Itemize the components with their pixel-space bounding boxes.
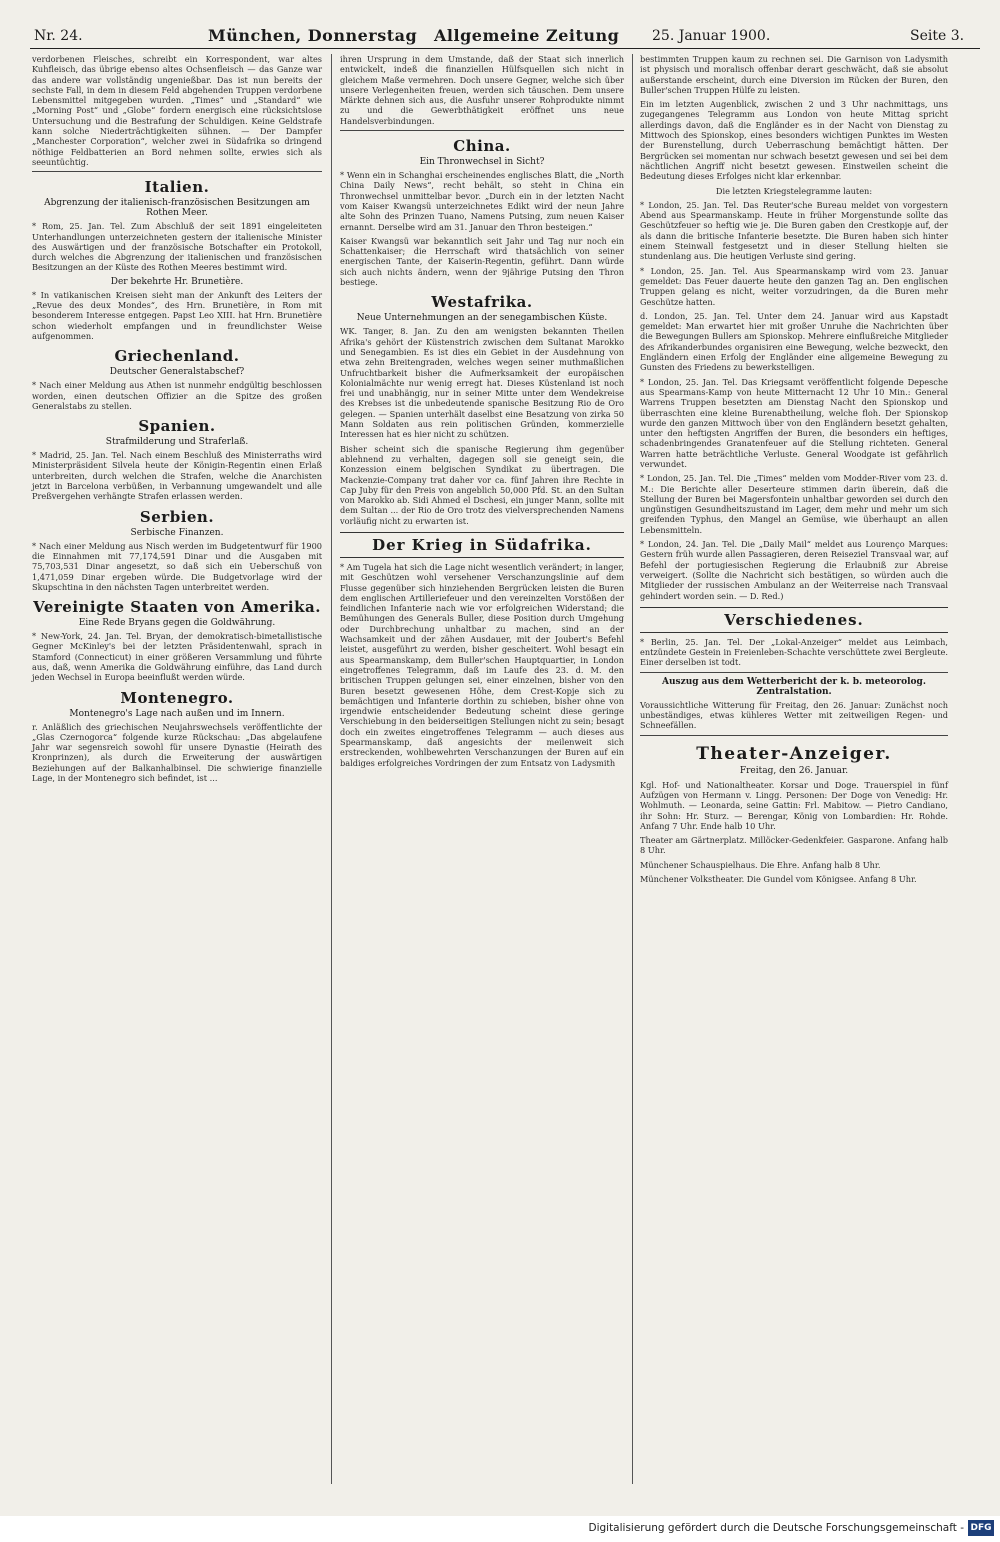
section-heading-griechenland: Griechenland. <box>114 347 240 366</box>
article-paragraph: * Am Tugela hat sich die Lage nicht wesentlich verändert; in langer, mit Geschützen wohl versehener Verschanzungslinie auf dem Flusse gegenüber sich hinziehenden Bergrücken leisten die Buren dem englischen Artilleriefeuer und den vereinzelten Vorstößen der feindlichen Infanterie nach wie vor erfolgreichen Widerstand; die Bemühungen des Generals Buller, diese Position durch Umgehung oder Durchbrechung unhaltbar zu machen, sind an der Wachsamkeit und der zähen Ausdauer, mit der Joubert's Befehl leistet, ausgeführt zu werden, bisher gescheitert. Wohl besagt ein aus Spearmanskamp, dem Buller'schen Hauptquartier, in London eingetroffenes Telegramm, daß im Laufe des 23. d. M. den britischen Truppen gelungen sei, einer einzelnen, bisher von den Buren besetzt gewesenen Höhe, dem Crest-Kopje sich zu bemächtigen und Infanterie dorthin zu schieben, bisher ohne von irgendwie entscheidender Bedeutung scheint diese geringe Verschiebung in den beiderseitigen Stellungen nicht zu sein; besagt doch ein zweites eingetroffenes Telegramm — auch dieses aus Spearmanskamp, daß angesichts der meilenweit sich erstreckenden, wohlbewehrten Verschanzungen der Buren auf ein baldiges erfolgreiches Vordringen der zum Entsatz von Ladysmith <box>340 561 624 768</box>
section-rule <box>32 171 322 172</box>
article-paragraph: * Wenn ein in Schanghai erscheinendes englisches Blatt, die „North China Daily News“, recht behält, so steht in China ein Thronwechsel unmittelbar bevor. „Durch ein in der letzten Nacht vom Kaiser Kwangsü unterzeichnetes Edikt wird der neun Jahre alte Sohn des Prinzen Tuano, Namens Putsing, zum neuen Kaiser ernannt. Derselbe wird am 31. Januar den Thron besteigen.“ <box>340 170 624 232</box>
article-paragraph: WK. Tanger, 8. Jan. Zu den am wenigsten bekannten Theilen Afrika's gehört der Küstenstrich zwischen dem Sultanat Marokko und Senegambien. Es ist dies ein Gebiet in der Ausdehnung von etwa zehn Breitengraden, welches wegen seiner muthmaßlichen Unfruchtbarkeit bisher die Aufmerksamkeit der europäischen Kolonialmächte nur wenig erregt hat. Dieses Küstenland ist noch frei und unabhängig, nur in seiner Mitte unter dem Wendekreise des Krebses ist die unbedeutende spanische Besitzung Rio de Oro gelegen. — Spanien unterhält daselbst eine Besatzung von zirka 50 Mann Soldaten aus rein politischen Gründen, kommerzielle Interessen hat es hier nicht zu schützen. <box>340 326 624 440</box>
column-1 <box>32 54 322 787</box>
issue-number: Nr. 24. <box>34 28 83 44</box>
theater-listing: Münchener Volkstheater. Die Gundel vom Königsee. Anfang 8 Uhr. <box>640 874 917 884</box>
section-heading-spanien: Spanien. <box>138 417 216 436</box>
article-paragraph: * Berlin, 25. Jan. Tel. Der „Lokal-Anzeiger“ meldet aus Leimbach, entzündete Gestein in Freienleben-Schachte verschüttete zwei Bergleute. Einer derselben ist todt. <box>640 636 948 668</box>
article-paragraph: * New-York, 24. Jan. Tel. Bryan, der demokratisch-bimetallistische Gegner McKinley's bei der letzten Präsidentenwahl, sprach in Stamford (Connecticut) in einer größeren Versammlung und führte aus, daß, wenn Amerika die Goldwährung einführe, das Land durch jeden Wechsel in Europa beeinflußt werden würde. <box>32 631 322 683</box>
article-subheading: Der bekehrte Hr. Brunetière. <box>110 276 244 287</box>
article-paragraph: bestimmten Truppen kaum zu rechnen sei. Die Garnison von Ladysmith ist physisch und moralisch offenbar derart geschwächt, daß sie absolut außerstande erscheint, durch eine Diversion im Rücken der Buren, den Buller'schen Truppen Hülfe zu leisten. <box>640 54 948 95</box>
section-heading-krieg: Der Krieg in Südafrika. <box>340 532 624 558</box>
telegram-paragraph: * London, 25. Jan. Tel. Das Kriegsamt veröffentlicht folgende Depesche aus Spearmans-Kamp von heute Mitternacht 12 Uhr 10 Min.: General Warrens Truppen besetzten am Dienstag Nacht den Spionskop und überraschten eine kleine Burenabtheilung, welche floh. Der Spionskop wurde den ganzen Mittwoch über von den Engländern besetzt gehalten, unter den heftigsten Angriffen der Buren, die besonders ein heftiges, schadenbringendes Granatenfeuer auf die Stellung richteten. General Warren hatte beträchtliche Verluste. General Woodgate ist gefährlich verwundet. <box>640 376 948 469</box>
article-paragraph: * Rom, 25. Jan. Tel. Zum Abschluß der seit 1891 eingeleiteten Unterhandlungen unterzeichneten gestern der italienische Minister des Auswärtigen und der französische Botschafter ein Protokoll, durch welches die Abgrenzung der italienischen und französischen Besitzungen an der Küste des Rothen Meeres bestimmt wird. <box>32 221 322 273</box>
article-subheading: Ein Thronwechsel in Sicht? <box>419 157 545 168</box>
section-heading-italien: Italien. <box>144 178 210 197</box>
funding-notice: Digitalisierung gefördert durch die Deutsche Forschungsgemeinschaft - <box>588 1522 964 1534</box>
weather-heading: Auszug aus dem Wetterbericht der k. b. meteorolog. Zentralstation. <box>662 676 926 697</box>
weather-paragraph: Voraussichtliche Witterung für Freitag, den 26. Januar: Zunächst noch unbeständiges, etwas kühleres Wetter mit zeitweiligen Regen- und Schneefällen. <box>640 699 948 731</box>
article-paragraph: ihren Ursprung in dem Umstande, daß der Staat sich innerlich entwickelt, indeß die finanziellen Hülfsquellen sich nicht in gleichem Maße vermehren. Doch unsere Gegner, welche sich über unsere Verlegenheiten freuen, werden sich täuschen. Dem unsere Märkte dehnen sich aus, die Ausfuhr unserer Rohprodukte nimmt zu und die Gewerbthätigkeit eröffnet uns neue Handelsverbindungen. <box>340 54 624 126</box>
article-paragraph: Ein im letzten Augenblick, zwischen 2 und 3 Uhr nachmittags, uns zugegangenes Telegramm aus London von heute Mittag spricht allerdings davon, daß die Engländer es in der Nacht von Dienstag zu Mittwoch des Spionskop, eines besonders wichtigen Punktes im Westen der Burenstellung, durch Ueberraschung bemächtigt hätten. Der Bergrücken sei momentan nur schwach besetzt gewesen und sei bei dem nächtlichen Angriff nicht besetzt gewesen. Einstweilen scheint die Bedeutung dieses Erfolges nicht klar erkennbar. <box>640 99 948 182</box>
article-subheading: Serbische Finanzen. <box>130 527 224 538</box>
newspaper-title: Allgemeine Zeitung <box>434 26 620 45</box>
section-heading-westafrika: Westafrika. <box>431 293 533 312</box>
article-subheading: Strafmilderung und Straferlaß. <box>105 437 249 448</box>
article-paragraph: * Nach einer Meldung aus Athen ist nunmehr endgültig beschlossen worden, einen deutschen Offizier an die Spitze des großen Generalstabs zu stellen. <box>32 380 322 411</box>
article-paragraph: * Madrid, 25. Jan. Tel. Nach einem Beschluß des Ministerraths wird Ministerpräsident Silvela heute der Königin-Regentin einen Erlaß unterbreiten, durch welchen die Strafen, welche die Anarchisten jetzt in Barcelona verbüßen, in Verbannung umgewandelt und alle Preßvergehen verhängte Strafen erlassen werden. <box>32 450 322 502</box>
telegram-paragraph: * London, 25. Jan. Tel. Die „Times“ melden vom Modder-River vom 23. d. M.: Die Berichte aller Deserteure stimmen darin überein, daß die Stellung der Buren bei Magersfontein unhaltbar geworden sei durch den ungünstigen Gesundheitszustand im Lager, dem mehr und mehr um sich greifenden Typhus, den Mangel an Gemüse, wie überhaupt an allen Lebensmitteln. <box>640 473 948 535</box>
telegram-paragraph: * London, 24. Jan. Tel. Die „Daily Mail“ meldet aus Lourenço Marques: Gestern früh wurde allen Passagieren, deren Reiseziel Transvaal war, auf Befehl der portugiesischen Regierung die Erlaubniß zur Abreise verweigert. (Sollte die Nachricht sich bestätigen, so würden auch die Mitglieder der russischen Ambulanz an der Weiterreise nach Transvaal gehindert worden sein. — D. Red.) <box>640 539 948 601</box>
theater-listing: Theater am Gärtnerplatz. Millöcker-Gedenkfeier. Gasparone. Anfang halb 8 Uhr. <box>640 835 948 856</box>
article-subheading: Neue Unternehmungen an der senegambischen Küste. <box>356 313 608 324</box>
section-heading-theater: Theater-Anzeiger. <box>696 743 892 764</box>
article-paragraph: r. Anläßlich des griechischen Neujahrswechsels veröffentlichte der „Glas Czernogorca“ folgende kurze Rückschau: „Das abgelaufene Jahr war segensreich sowohl für unsere Dynastie (Heirath des Kronprinzen), als durch die Erweiterung der auswärtigen Beziehungen auf der Balkanhalbinsel. Die schwierige finanzielle Lage, in der Montenegro sich befindet, ist ... <box>32 721 322 784</box>
telegram-paragraph: * London, 25. Jan. Tel. Aus Spearmanskamp wird vom 23. Januar gemeldet: Das Feuer dauerte heute den ganzen Tag an. Den englischen Truppen gelang es nicht, weiter vorzudringen, da die Buren mehr Geschütze hatten. <box>640 265 948 307</box>
section-rule <box>340 130 624 131</box>
article-paragraph: * In vatikanischen Kreisen sieht man der Ankunft des Leiters der „Revue des deux Mondes“, des Hrn. Brunetière, in Rom mit besonderem Interesse entgegen. Papst Leo XIII. hat Hrn. Brunetière schon wiederholt empfangen und in freundlichster Weise aufgenommen. <box>32 289 322 341</box>
page-number: Seite 3. <box>910 28 965 44</box>
article-paragraph: Kaiser Kwangsü war bekanntlich seit Jahr und Tag nur noch ein Schattenkaiser; die Herrschaft wird thatsächlich von seiner energischen Tante, der Kaiserin-Regentin, geführt. Dann würde sich auch nichts ändern, wenn der 9jährige Putsing den Thron bestiege. <box>340 235 624 288</box>
theater-listing: Münchener Schauspielhaus. Die Ehre. Anfang halb 8 Uhr. <box>640 859 881 870</box>
section-rule <box>640 672 948 673</box>
section-heading-verschiedenes: Verschiedenes. <box>640 607 948 633</box>
telegram-intro: Die letzten Kriegstelegramme lauten: <box>715 185 873 196</box>
article-subheading: Abgrenzung der italienisch-französischen Besitzungen am Rothen Meer. <box>44 198 310 219</box>
digitization-footer <box>0 1516 1000 1542</box>
theater-listing: Kgl. Hof- und Nationaltheater. Korsar und Doge. Trauerspiel in fünf Aufzügen von Hermann v. Lingg. Personen: Der Doge von Venedig: Hr. Wohlmuth. — Leonarda, seine Gattin: Frl. Mabitow. — Pietro Candiano, ihr Sohn: Hr. Sturz. — Berengar, König von Lombardien: Hr. Rohde. Anfang 7 Uhr. Ende halb 10 Uhr. <box>640 779 948 831</box>
theater-date: Freitag, den 26. Januar. <box>739 765 849 776</box>
section-heading-serbien: Serbien. <box>139 507 215 526</box>
telegram-paragraph: d. London, 25. Jan. Tel. Unter dem 24. Januar wird aus Kapstadt gemeldet: Man erwartet hier mit großer Unruhe die Nachrichten über die Bewegungen Bullers am Spionskop. Mehrere einflußreiche Mitglieder des Afrikanderbundes organisiren eine Bewegung, welche bezweckt, den Engländern einen Erfolg der Engländer eine allgemeine Bewegung zu Gunsten des Friedens zu bewerkstelligen. <box>640 310 948 373</box>
article-paragraph: verdorbenen Fleisches, schreibt ein Korrespondent, war altes Kuhfleisch, das übrige ebenso altes Ochsenfleisch — das Ganze war das andere war vollständig ungenießbar. Das ist nun bereits der sechste Fall, in dem in diesem Feld abgehenden Truppen verdorbene Lebensmittel mitgegeben wurden. „Times“ und „Standard“ wie „Morning Post“ und „Globe“ fordern energisch eine rücksichtslose Untersuchung und die Bestrafung der Schuldigen. Keine Geldstrafe kann solche Niederträchtigkeiten sühnen. — Der Dampfer „Manchester Corporation“, welcher zwei in Südafrika so dringend nöthige Feldbatterien an Bord nehmen sollte, erwies sich als seeuntüchtig. <box>32 54 322 167</box>
dfg-logo: DFG <box>968 1520 994 1536</box>
column-divider <box>331 54 332 1484</box>
article-subheading: Eine Rede Bryans gegen die Goldwährung. <box>78 618 276 629</box>
column-2 <box>340 54 624 772</box>
page-header <box>30 26 980 49</box>
column-3 <box>640 54 948 888</box>
section-heading-amerika: Vereinigte Staaten von Amerika. <box>33 598 321 617</box>
section-heading-china: China. <box>453 137 511 156</box>
section-heading-montenegro: Montenegro. <box>120 688 234 707</box>
section-rule <box>640 735 948 736</box>
column-divider <box>632 54 633 1484</box>
telegram-paragraph: * London, 25. Jan. Tel. Das Reuter'sche Bureau meldet von vorgestern Abend aus Spearmanskamp. Heute in früher Morgenstunde sollte das Geschützfeuer so heftig wie je. Die Buren gaben den Crestkopje auf, der als dann die britische Infanterie besetzte. Die Buren haben sich hinter einem Steinwall festgesetzt und in dieser Stellung hielten sie stundenlang aus. Die heutigen Verluste sind gering. <box>640 199 948 262</box>
article-paragraph: Bisher scheint sich die spanische Regierung ihm gegenüber ablehnend zu verhalten, dagegen soll sie geneigt sein, die Konzession einem belgischen Syndikat zu übertragen. Die Mackenzie-Company trat daher vor ca. fünf Jahren ihre Rechte in Cap Juby für den Preis von angeblich 50,000 Pfd. St. an den Sultan von Marokko ab. Sidi Ahmed el Dschesi, ein junger Mann, sollte mit dem Sultan ... der Rio de Oro trotz des vielversprechenden Namens vorläufig nicht zu erwarten ist. <box>340 443 624 526</box>
article-subheading: Montenegro's Lage nach außen und im Innern. <box>69 708 285 719</box>
issue-date: 25. Januar 1900. <box>652 28 771 44</box>
city-and-day: München, Donnerstag <box>208 26 418 45</box>
article-subheading: Deutscher Generalstabschef? <box>109 367 245 378</box>
article-paragraph: * Nach einer Meldung aus Nisch werden im Budgetentwurf für 1900 die Einnahmen mit 77,174,591 Dinar und die Ausgaben mit 75,703,531 Dinar angesetzt, so daß sich ein Ueberschuß von 1,471,059 Dinar ergeben würde. Die Budgetvorlage wird der Skupschtina in den nächsten Tagen unterbreitet werden. <box>32 540 322 592</box>
